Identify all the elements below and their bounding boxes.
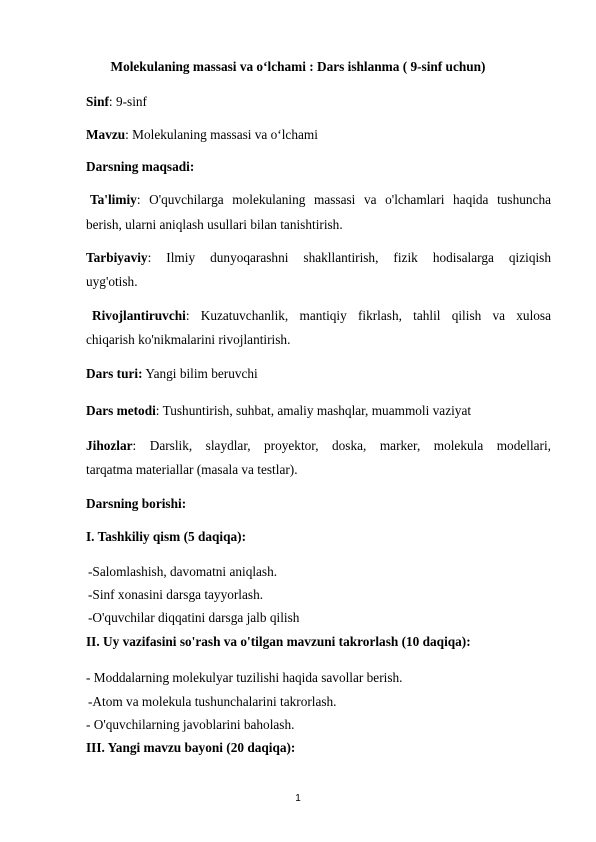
mavzu-label: Mavzu [86, 127, 126, 142]
talimiy-line-2: berish, ularni aniqlash usullari bilan tanishtirish. [86, 217, 343, 232]
borishi-heading: Darsning borishi: [86, 496, 187, 511]
list-item: -O'quvchilar diqqatini darsga jalb qilish [88, 610, 300, 625]
mavzu-line [86, 127, 511, 143]
tarbiyaviy-line-1: Tarbiyaviy: Ilmiy dunyoqarashni shakllantirish, fizik hodisalarga qiziqish [86, 250, 551, 265]
tarbiyaviy-label: Tarbiyaviy [86, 250, 148, 265]
list-item: - Moddalarning molekulyar tuzilishi haqida savollar berish. [86, 670, 403, 685]
section-3-heading: III. Yangi mavzu bayoni (20 daqiqa): [86, 740, 296, 755]
dars-metodi-label: Dars metodi [86, 403, 156, 418]
talimiy-line-1: Ta'limiy: O'quvchilarga molekulaning massasi va o'lchamlari haqida tushuncha [90, 192, 551, 207]
list-item: - O'quvchilarning javoblarini baholash. [86, 717, 295, 732]
maqsad-heading: Darsning maqsadi: [86, 159, 195, 174]
page-number: 1 [295, 793, 301, 804]
dars-turi-line: Dars turi: Yangi bilim beruvchi [86, 366, 258, 381]
sinf-label: Sinf [86, 94, 109, 109]
section-1-heading: I. Tashkiliy qism (5 daqiqa): [86, 529, 246, 544]
rivojlantiruvchi-line-2: chiqarish ko'nikmalarini rivojlantirish. [86, 332, 291, 347]
sinf-value: : 9-sinf [108, 94, 147, 109]
rivojlantiruvchi-line-1: Rivojlantiruvchi: Kuzatuvchanlik, mantiqiy fikrlash, tahlil qilish va xulosa [92, 308, 551, 323]
talimiy-label: Ta'limiy [90, 192, 137, 207]
jihozlar-line-2: tarqatma materiallar (masala va testlar). [86, 462, 298, 477]
list-item: -Atom va molekula tushunchalarini takrorlash. [88, 694, 337, 709]
list-item: -Sinf xonasini darsga tayyorlash. [88, 587, 264, 602]
tarbiyaviy-line-2: uyg'otish. [86, 274, 138, 289]
document-title: Molekulaning massasi va o‘lchami : Dars ishlanma ( 9-sinf uchun) [110, 59, 486, 74]
dars-turi-label: Dars turi: [86, 366, 143, 381]
list-item: -Salomlashish, davomatni aniqlash. [88, 564, 278, 579]
jihozlar-label: Jihozlar [86, 438, 133, 453]
sinf-line [86, 94, 511, 110]
dars-metodi-line: Dars metodi: Tushuntirish, suhbat, amaliy mashqlar, muammoli vaziyat [86, 403, 472, 418]
jihozlar-line-1: Jihozlar: Darslik, slaydlar, proyektor, doska, marker, molekula modellari, [86, 438, 551, 453]
section-2-heading: II. Uy vazifasini so'rash va o'tilgan mavzuni takrorlash (10 daqiqa): [86, 634, 471, 649]
mavzu-value: : Molekulaning massasi va o‘lchami [125, 127, 318, 142]
rivojlantiruvchi-label: Rivojlantiruvchi [92, 308, 186, 323]
